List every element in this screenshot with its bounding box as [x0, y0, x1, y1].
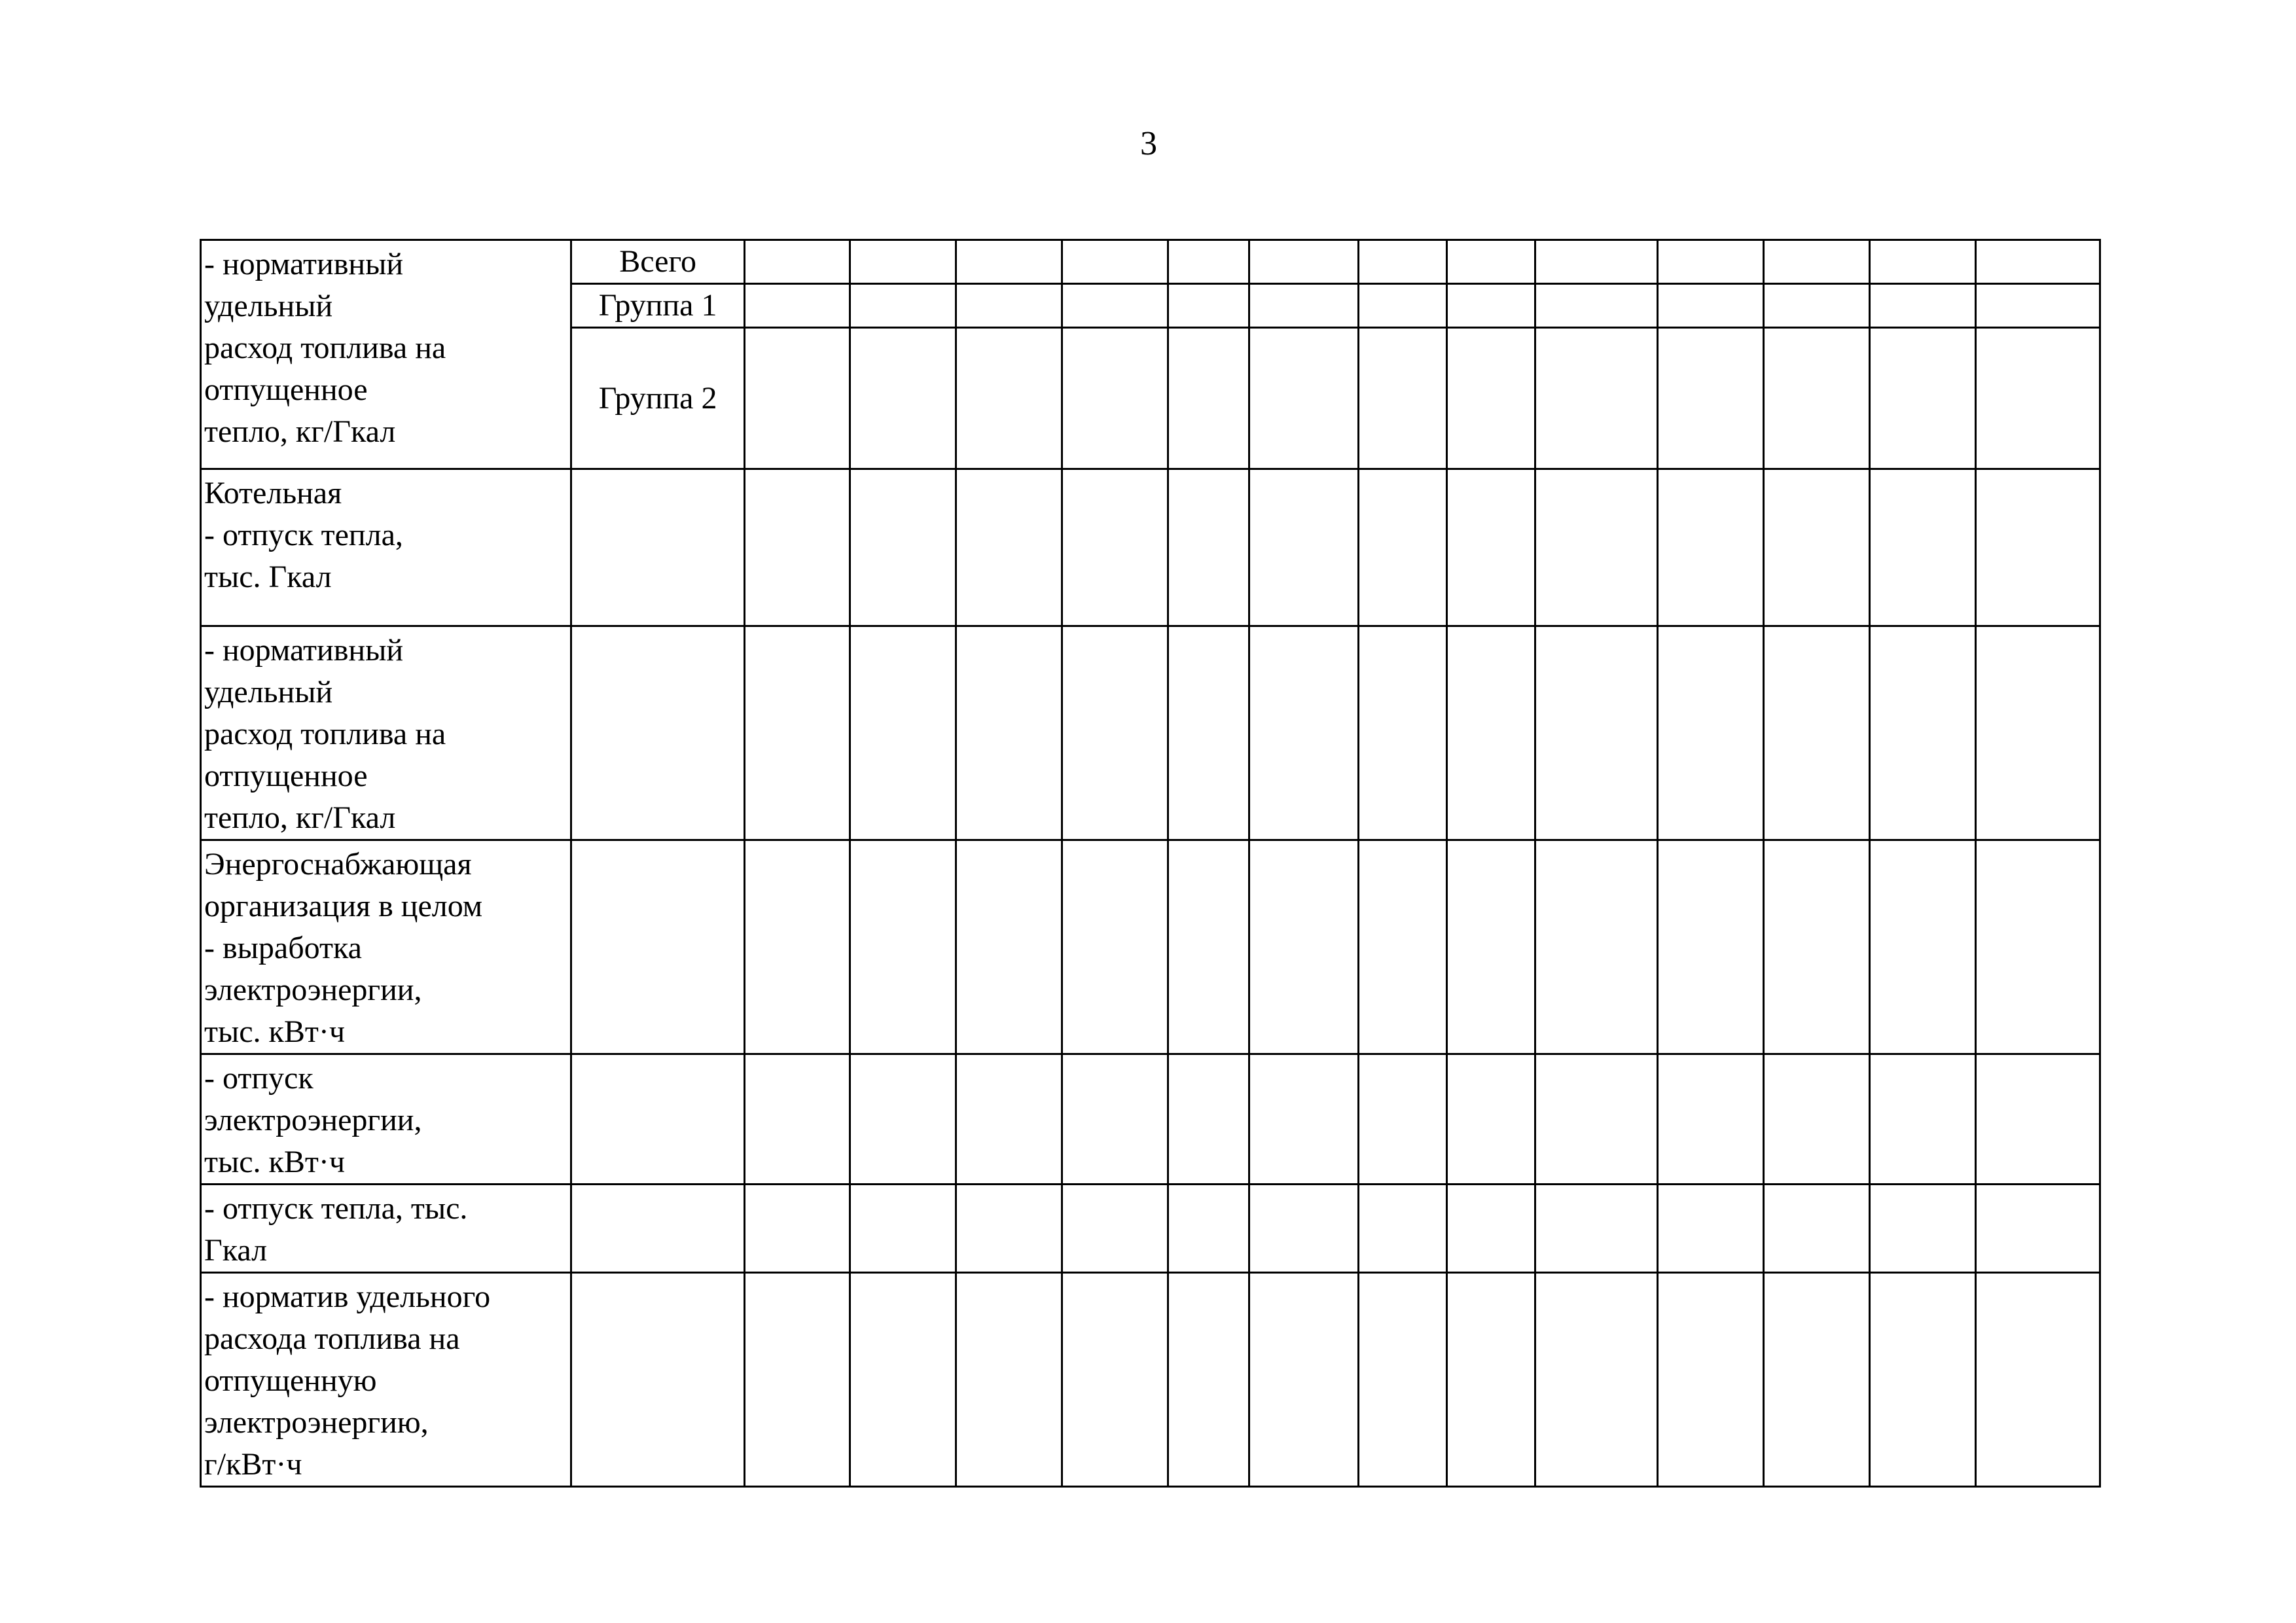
table-cell	[1763, 284, 1869, 328]
table-cell	[571, 1054, 745, 1185]
table-cell	[1869, 240, 1975, 284]
table-cell	[1869, 626, 1975, 840]
table-cell	[1763, 1185, 1869, 1273]
table-cell	[1535, 240, 1657, 284]
table-cell	[1249, 328, 1359, 469]
table-cell	[1447, 840, 1535, 1054]
fuel-consumption-table	[200, 239, 2101, 1488]
row-label-line: тепло, кг/Гкал	[204, 800, 396, 835]
table-cell	[850, 328, 956, 469]
table-cell	[1975, 1273, 2100, 1487]
table-row	[201, 840, 2100, 1054]
table-cell	[1869, 1054, 1975, 1185]
table-cell	[956, 840, 1062, 1054]
row-label-line: тыс. кВт·ч	[204, 1014, 345, 1049]
row-label-line: электроэнергию,	[204, 1405, 429, 1440]
table-cell	[571, 840, 745, 1054]
table-row	[201, 240, 2100, 284]
row-label-line: - отпуск тепла,	[204, 518, 403, 552]
table-cell	[956, 284, 1062, 328]
row-label-line: - нормативный	[204, 633, 404, 668]
row-label-line: расход топлива на	[204, 717, 446, 751]
table-cell	[1763, 1054, 1869, 1185]
row-label-line: г/кВт·ч	[204, 1447, 302, 1482]
table-cell	[1168, 840, 1249, 1054]
table-cell	[571, 1185, 745, 1273]
table-cell	[1249, 1054, 1359, 1185]
table-cell	[1249, 240, 1359, 284]
table-cell	[1975, 626, 2100, 840]
row-label	[201, 840, 571, 1054]
row-label	[201, 1054, 571, 1185]
row-label	[201, 626, 571, 840]
table-cell	[1249, 626, 1359, 840]
page-number: 3	[1140, 125, 1157, 162]
row-label-line: отпущенное	[204, 758, 368, 793]
row-label-line: Котельная	[204, 476, 342, 510]
table-cell	[1975, 1054, 2100, 1185]
row-label	[201, 1273, 571, 1487]
table-cell	[1249, 469, 1359, 626]
table-row	[201, 1185, 2100, 1273]
table-cell	[1975, 1185, 2100, 1273]
table-cell	[1535, 284, 1657, 328]
table-cell	[1869, 284, 1975, 328]
table-cell	[1168, 1185, 1249, 1273]
table-cell	[1359, 469, 1447, 626]
table-cell	[1535, 1273, 1657, 1487]
table-cell	[1168, 469, 1249, 626]
table-cell	[1657, 284, 1763, 328]
table-cell	[1062, 240, 1168, 284]
table-cell	[1447, 1273, 1535, 1487]
row-label-line: удельный	[204, 289, 333, 323]
table-cell	[1869, 1273, 1975, 1487]
table-cell	[1359, 240, 1447, 284]
table-cell	[850, 284, 956, 328]
table-cell	[1975, 840, 2100, 1054]
table-cell	[1359, 328, 1447, 469]
table-cell	[1249, 1273, 1359, 1487]
table-cell	[1763, 240, 1869, 284]
group-label: Группа 2	[571, 328, 745, 469]
table-cell	[1535, 469, 1657, 626]
table-cell	[1168, 1054, 1249, 1185]
table-cell	[1447, 1054, 1535, 1185]
table-cell	[1062, 840, 1168, 1054]
table-row	[201, 1054, 2100, 1185]
table-cell	[744, 1273, 850, 1487]
table-cell	[956, 240, 1062, 284]
table-cell	[1359, 284, 1447, 328]
table-cell	[1062, 469, 1168, 626]
row-label-line: тыс. Гкал	[204, 560, 332, 594]
group-label: Всего	[571, 240, 745, 284]
table-cell	[1062, 1273, 1168, 1487]
table-cell	[571, 626, 745, 840]
table-cell	[1249, 1185, 1359, 1273]
table-cell	[850, 240, 956, 284]
table-cell	[956, 469, 1062, 626]
row-label-line: отпущенную	[204, 1363, 377, 1398]
table-cell	[1359, 1273, 1447, 1487]
table-cell	[1062, 328, 1168, 469]
table-cell	[744, 840, 850, 1054]
row-label-line: Энергоснабжающая	[204, 847, 472, 882]
table-cell	[1168, 284, 1249, 328]
table-cell	[744, 626, 850, 840]
table-cell	[1869, 469, 1975, 626]
row-label-line: - норматив удельного	[204, 1279, 491, 1314]
table-cell	[1763, 469, 1869, 626]
table-cell	[850, 840, 956, 1054]
table-cell	[1763, 328, 1869, 469]
table-cell	[1869, 840, 1975, 1054]
table-cell	[571, 469, 745, 626]
table-cell	[1869, 1185, 1975, 1273]
table-cell	[956, 1185, 1062, 1273]
table-cell	[1535, 1185, 1657, 1273]
table-cell	[1657, 1054, 1763, 1185]
table-cell	[1447, 328, 1535, 469]
table-cell	[1359, 840, 1447, 1054]
table-cell	[1062, 1185, 1168, 1273]
table-cell	[1657, 240, 1763, 284]
table-cell	[1062, 626, 1168, 840]
table-cell	[744, 1054, 850, 1185]
table-cell	[1168, 626, 1249, 840]
table-cell	[1359, 1054, 1447, 1185]
row-label-line: - отпуск	[204, 1061, 314, 1096]
table-cell	[1763, 1273, 1869, 1487]
table-cell	[1447, 469, 1535, 626]
row-label	[201, 1185, 571, 1273]
table-row	[201, 469, 2100, 626]
table-cell	[1447, 284, 1535, 328]
table-cell	[1657, 840, 1763, 1054]
table-cell	[744, 240, 850, 284]
table-cell	[1975, 284, 2100, 328]
table-cell	[571, 1273, 745, 1487]
table-cell	[850, 1273, 956, 1487]
table-cell	[850, 626, 956, 840]
table-cell	[850, 1185, 956, 1273]
table-cell	[850, 1054, 956, 1185]
row-label-line: расход топлива на	[204, 330, 446, 365]
row-label-line: электроэнергии,	[204, 972, 422, 1007]
table-row	[201, 626, 2100, 840]
table-cell	[1359, 626, 1447, 840]
table-cell	[956, 1273, 1062, 1487]
table-cell	[1763, 626, 1869, 840]
table-row	[201, 1273, 2100, 1487]
table-cell	[1062, 284, 1168, 328]
row-label-line: тыс. кВт·ч	[204, 1145, 345, 1179]
table-cell	[1535, 328, 1657, 469]
table-cell	[1657, 1185, 1763, 1273]
table-cell	[744, 1185, 850, 1273]
table-cell	[1447, 626, 1535, 840]
group-label: Группа 1	[571, 284, 745, 328]
table-cell	[1657, 328, 1763, 469]
row-label-line: Гкал	[204, 1233, 268, 1268]
table-cell	[1657, 469, 1763, 626]
table-body	[201, 240, 2100, 1487]
table-cell	[1062, 1054, 1168, 1185]
table-cell	[1447, 240, 1535, 284]
table-cell	[1657, 626, 1763, 840]
row-label-line: расхода топлива на	[204, 1321, 460, 1356]
table-cell	[1249, 840, 1359, 1054]
table-cell	[744, 284, 850, 328]
table-cell	[1975, 328, 2100, 469]
table-cell	[1447, 1185, 1535, 1273]
table-cell	[1657, 1273, 1763, 1487]
table-cell	[850, 469, 956, 626]
row-label-line: электроэнергии,	[204, 1103, 422, 1137]
row-label	[201, 240, 571, 469]
row-label-line: - нормативный	[204, 247, 404, 281]
row-label-line: - отпуск тепла, тыс.	[204, 1191, 468, 1226]
row-label-line: организация в целом	[204, 889, 483, 923]
table-cell	[1168, 240, 1249, 284]
table-cell	[1535, 626, 1657, 840]
table-cell	[1975, 240, 2100, 284]
row-label-line: отпущенное	[204, 372, 368, 407]
table-cell	[1168, 328, 1249, 469]
table-cell	[1975, 469, 2100, 626]
table-cell	[1359, 1185, 1447, 1273]
table-cell	[1168, 1273, 1249, 1487]
table-cell	[1535, 840, 1657, 1054]
table-cell	[1249, 284, 1359, 328]
table-cell	[956, 1054, 1062, 1185]
table-cell	[956, 626, 1062, 840]
table-cell	[956, 328, 1062, 469]
table-cell	[744, 328, 850, 469]
table-cell	[1869, 328, 1975, 469]
table-cell	[1535, 1054, 1657, 1185]
table-cell	[744, 469, 850, 626]
row-label	[201, 469, 571, 626]
row-label-line: - выработка	[204, 931, 362, 965]
row-label-line: тепло, кг/Гкал	[204, 414, 396, 449]
row-label-line: удельный	[204, 675, 333, 709]
table-cell	[1763, 840, 1869, 1054]
